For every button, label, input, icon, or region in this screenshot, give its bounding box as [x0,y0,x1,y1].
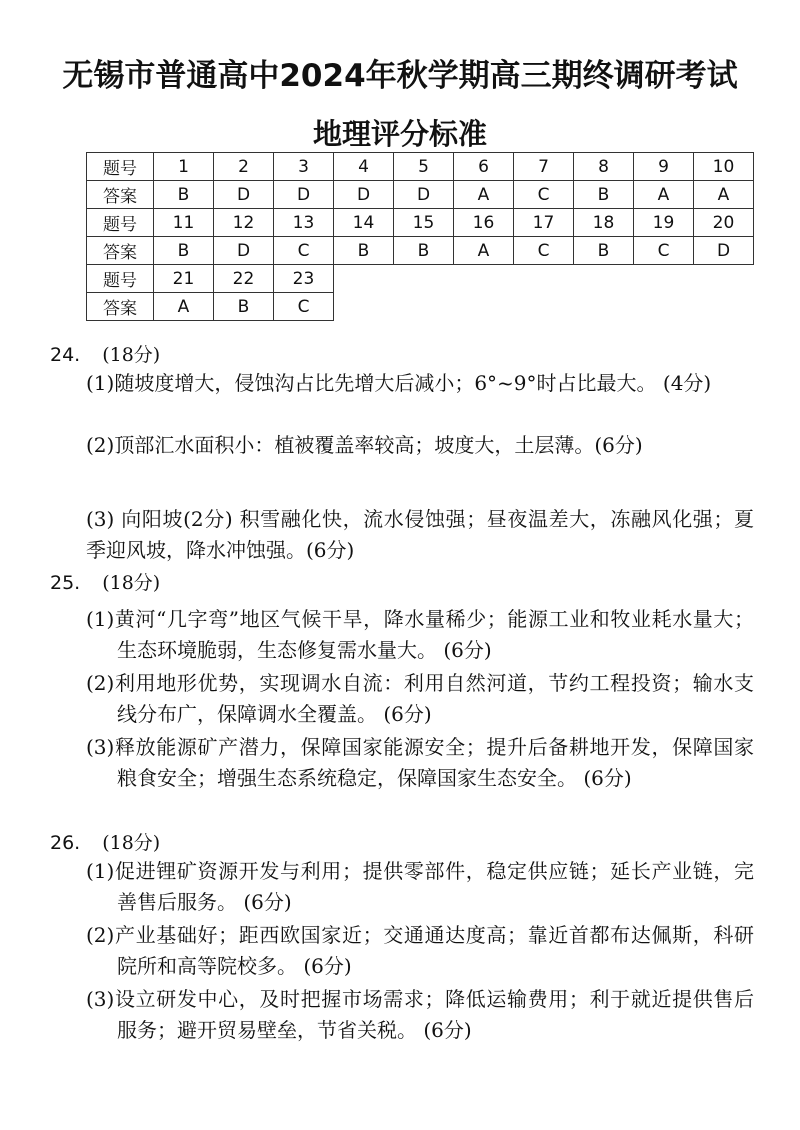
question-points: (18分) [102,572,161,594]
table-cell: 11 [154,209,214,237]
table-row [87,153,754,181]
table-cell: 1 [154,153,214,181]
table-cell: C [514,237,574,265]
question-number: 25. [50,572,81,594]
table-cell: 15 [394,209,454,237]
table-cell: D [334,181,394,209]
table-cell: B [154,181,214,209]
row-label: 题号 [87,153,154,181]
table-cell: A [454,181,514,209]
table-row [87,237,754,265]
row-label: 答案 [87,237,154,265]
answer-item: (2)产业基础好；距西欧国家近；交通通达度高；靠近首都布达佩斯，科研院所和高等院校多。 (6分) [86,923,754,978]
answer-item: (3)设立研发中心，及时把握市场需求；降低运输费用；利于就近提供售后服务；避开贸易壁垒，节省关税。 (6分) [86,987,754,1042]
table-cell: 6 [454,153,514,181]
table-cell: 5 [394,153,454,181]
answer-item: (2)顶部汇水面积小：植被覆盖率较高；坡度大，土层薄。(6分) [86,433,643,457]
table-cell: C [274,237,334,265]
table-cell: 9 [634,153,694,181]
table-cell: D [214,181,274,209]
table-cell: 3 [274,153,334,181]
table-cell: 20 [694,209,754,237]
table-cell: C [514,181,574,209]
table-blank-area [334,293,754,321]
table-cell: 4 [334,153,394,181]
table-cell: B [154,237,214,265]
question-number: 26. [50,832,81,854]
table-cell: B [334,237,394,265]
table-row [87,265,754,293]
row-label: 答案 [87,293,154,321]
table-cell: C [634,237,694,265]
table-cell: B [574,237,634,265]
table-cell: 8 [574,153,634,181]
answer-item: (1)促进锂矿资源开发与利用；提供零部件，稳定供应链；延长产业链，完善售后服务。 (6分) [86,859,754,914]
answer-item: (3)释放能源矿产潜力，保障国家能源安全；提升后备耕地开发，保障国家粮食安全；增强生态系统稳定，保障国家生态安全。 (6分) [86,735,754,790]
table-cell: B [214,293,274,321]
question-points: (18分) [102,832,161,854]
answer-item: (1)黄河“几字弯”地区气候干旱，降水量稀少；能源工业和牧业耗水量大；生态环境脆弱，生态修复需水量大。 (6分) [86,607,754,662]
row-label: 答案 [87,181,154,209]
table-cell: 21 [154,265,214,293]
answer-item: (2)利用地形优势，实现调水自流：利用自然河道，节约工程投资；输水支线分布广，保障调水全覆盖。 (6分) [86,671,754,726]
table-cell: 2 [214,153,274,181]
table-blank-area [334,265,754,293]
answer-table [86,152,754,321]
table-cell: A [634,181,694,209]
table-cell: A [154,293,214,321]
table-cell: 22 [214,265,274,293]
question-number: 24. [50,344,81,366]
table-cell: A [454,237,514,265]
question-26-header [50,828,160,855]
table-cell: B [394,237,454,265]
table-cell: 7 [514,153,574,181]
document-subtitle: 地理评分标准 [312,117,487,151]
table-cell: 19 [634,209,694,237]
table-cell: D [694,237,754,265]
question-24-header [50,340,160,367]
question-points: (18分) [102,344,161,366]
table-cell: C [274,293,334,321]
table-cell: D [214,237,274,265]
table-row [87,181,754,209]
table-cell: 18 [574,209,634,237]
table-cell: 13 [274,209,334,237]
table-cell: 12 [214,209,274,237]
table-cell: 17 [514,209,574,237]
question-25-header [50,568,160,595]
table-cell: 10 [694,153,754,181]
table-row [87,293,754,321]
row-label: 题号 [87,265,154,293]
table-cell: 23 [274,265,334,293]
table-cell: D [394,181,454,209]
table-cell: 16 [454,209,514,237]
document-title: 无锡市普通高中2024年秋学期高三期终调研考试 [62,58,738,94]
table-cell: A [694,181,754,209]
row-label: 题号 [87,209,154,237]
table-cell: B [574,181,634,209]
table-cell: D [274,181,334,209]
answer-item: (3) 向阳坡(2分) 积雪融化快，流水侵蚀强；昼夜温差大，冻融风化强；夏季迎风坡，降水冲蚀强。(6分) [86,507,754,562]
table-row [87,209,754,237]
answer-item: (1)随坡度增大，侵蚀沟占比先增大后减小；6°~9°时占比最大。 (4分) [86,371,712,395]
table-cell: 14 [334,209,394,237]
